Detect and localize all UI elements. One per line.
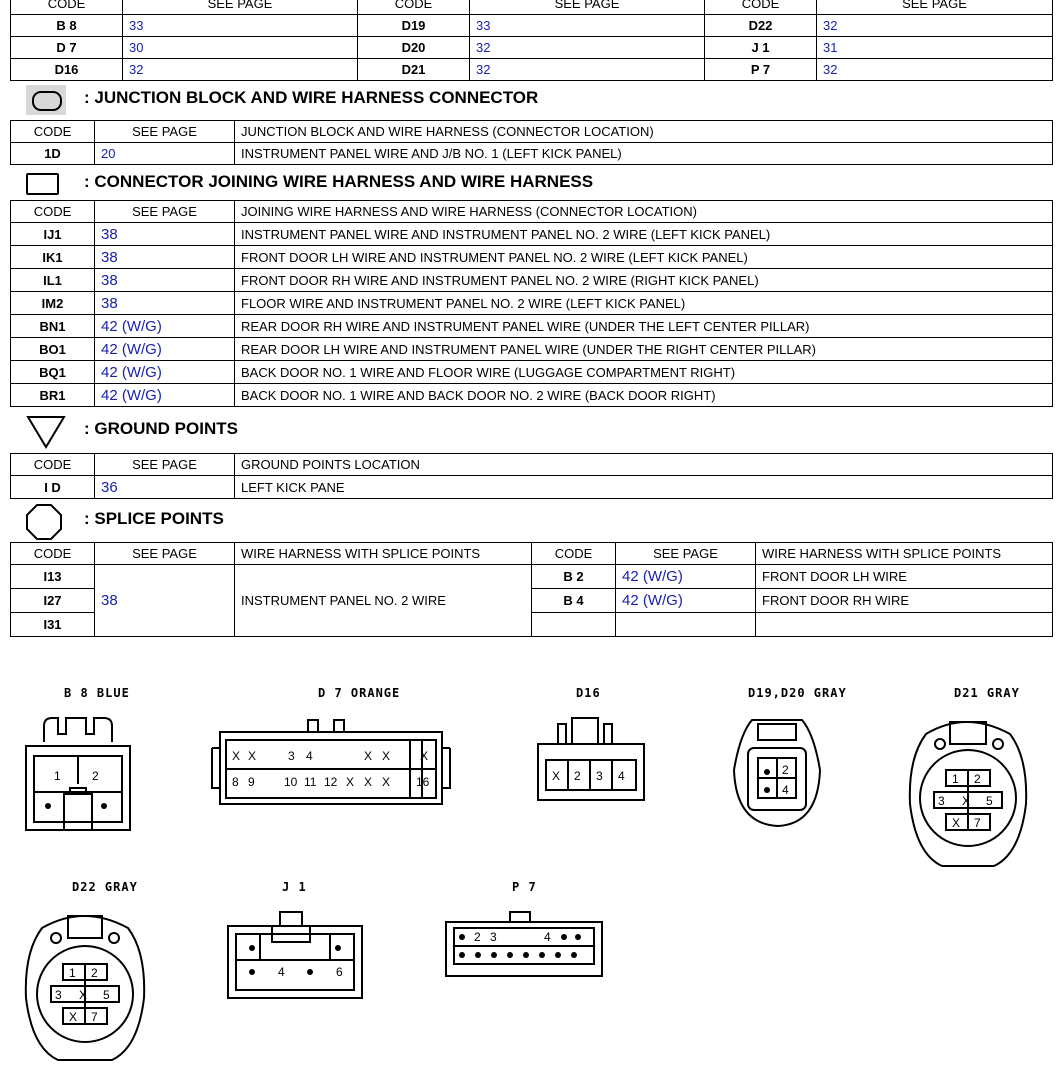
pin-label: 12 bbox=[324, 775, 338, 789]
col-header: SEE PAGE bbox=[95, 454, 235, 476]
col-header: CODE bbox=[11, 0, 123, 15]
connector-label-d21: D21 GRAY bbox=[954, 686, 1020, 700]
col-header: GROUND POINTS LOCATION bbox=[235, 454, 1053, 476]
location-cell: REAR DOOR RH WIRE AND INSTRUMENT PANEL WIRE (UNDER THE LEFT CENTER PILLAR) bbox=[235, 315, 1053, 338]
location-cell: INSTRUMENT PANEL WIRE AND J/B NO. 1 (LEFT KICK PANEL) bbox=[235, 143, 1053, 165]
table-row bbox=[11, 384, 1053, 407]
table-row bbox=[11, 292, 1053, 315]
code-cell: BN1 bbox=[11, 315, 95, 338]
col-header: SEE PAGE bbox=[616, 543, 756, 565]
pin-label: 2 bbox=[974, 772, 981, 786]
code-cell: I27 bbox=[11, 589, 95, 613]
connector-label-d19: D19,D20 GRAY bbox=[748, 686, 847, 700]
rectangle-connector-icon bbox=[26, 173, 59, 195]
page-link[interactable]: 38 bbox=[95, 565, 235, 637]
code-cell: D16 bbox=[11, 59, 123, 81]
junction-title: : JUNCTION BLOCK AND WIRE HARNESS CONNECTOR bbox=[84, 88, 539, 107]
table-row bbox=[11, 143, 1053, 165]
page-link[interactable]: 20 bbox=[95, 143, 235, 165]
location-cell: FRONT DOOR RH WIRE AND INSTRUMENT PANEL NO. 2 WIRE (RIGHT KICK PANEL) bbox=[235, 269, 1053, 292]
page-link[interactable]: 42 (W/G) bbox=[95, 338, 235, 361]
pin-label: 3 bbox=[490, 930, 497, 944]
pin-label: X bbox=[346, 775, 355, 789]
junction-block-icon bbox=[26, 85, 66, 115]
page-link[interactable]: 30 bbox=[123, 37, 358, 59]
code-cell: B 4 bbox=[532, 589, 616, 613]
page-link[interactable]: 38 bbox=[95, 223, 235, 246]
code-cell: BR1 bbox=[11, 384, 95, 407]
pin-label: X bbox=[962, 794, 971, 808]
pin-label: 3 bbox=[288, 749, 295, 763]
location-cell: FRONT DOOR LH WIRE AND INSTRUMENT PANEL NO. 2 WIRE (LEFT KICK PANEL) bbox=[235, 246, 1053, 269]
page-link[interactable]: 38 bbox=[95, 269, 235, 292]
pin-label: X bbox=[364, 775, 373, 789]
table-row bbox=[11, 59, 1053, 81]
joining-table bbox=[10, 200, 1053, 407]
code-cell: IJ1 bbox=[11, 223, 95, 246]
col-header: CODE bbox=[532, 543, 616, 565]
location-cell: BACK DOOR NO. 1 WIRE AND FLOOR WIRE (LUGGAGE COMPARTMENT RIGHT) bbox=[235, 361, 1053, 384]
page-link[interactable]: 33 bbox=[470, 15, 705, 37]
code-cell: I13 bbox=[11, 565, 95, 589]
pin-label: X bbox=[382, 749, 391, 763]
pin-label: 4 bbox=[782, 783, 789, 797]
empty-cell bbox=[532, 613, 616, 637]
pin-label: 7 bbox=[91, 1010, 98, 1024]
pin-label: 4 bbox=[544, 930, 551, 944]
connector-d19-d20-diagram bbox=[728, 714, 826, 832]
splice-table bbox=[10, 542, 1053, 637]
connector-d21-diagram bbox=[906, 714, 1030, 870]
pin-label: X bbox=[364, 749, 373, 763]
connector-label-p7: P 7 bbox=[512, 880, 537, 894]
location-cell: REAR DOOR LH WIRE AND INSTRUMENT PANEL WIRE (UNDER THE RIGHT CENTER PILLAR) bbox=[235, 338, 1053, 361]
top-table bbox=[10, 0, 1053, 81]
table-row bbox=[11, 338, 1053, 361]
page-link[interactable]: 36 bbox=[95, 476, 235, 499]
code-cell: IL1 bbox=[11, 269, 95, 292]
code-cell: IK1 bbox=[11, 246, 95, 269]
table-row bbox=[11, 315, 1053, 338]
code-cell: P 7 bbox=[705, 59, 817, 81]
code-cell: BQ1 bbox=[11, 361, 95, 384]
page-link[interactable]: 38 bbox=[95, 246, 235, 269]
connector-label-j1: J 1 bbox=[282, 880, 307, 894]
col-header: SEE PAGE bbox=[95, 121, 235, 143]
page-link[interactable]: 42 (W/G) bbox=[616, 589, 756, 613]
pin-label: 5 bbox=[986, 794, 993, 808]
col-header: WIRE HARNESS WITH SPLICE POINTS bbox=[756, 543, 1053, 565]
code-cell: BO1 bbox=[11, 338, 95, 361]
page-link[interactable]: 32 bbox=[817, 15, 1053, 37]
pin-label: 1 bbox=[69, 966, 76, 980]
pin-label: 3 bbox=[596, 769, 603, 783]
ground-title: : GROUND POINTS bbox=[84, 419, 238, 438]
code-cell: 1D bbox=[11, 143, 95, 165]
code-cell: D19 bbox=[358, 15, 470, 37]
code-cell: IM2 bbox=[11, 292, 95, 315]
pin-label: 4 bbox=[306, 749, 313, 763]
pin-label: X bbox=[69, 1010, 78, 1024]
col-header: JUNCTION BLOCK AND WIRE HARNESS (CONNECTOR LOCATION) bbox=[235, 121, 1053, 143]
connector-j1-diagram bbox=[226, 908, 366, 1004]
pin-label: X bbox=[420, 749, 429, 763]
wire-cell: FRONT DOOR RH WIRE bbox=[756, 589, 1053, 613]
col-header: CODE bbox=[705, 0, 817, 15]
connector-label-d22: D22 GRAY bbox=[72, 880, 138, 894]
empty-cell bbox=[756, 613, 1053, 637]
connector-b8-diagram bbox=[24, 714, 134, 836]
page-link[interactable]: 32 bbox=[817, 59, 1053, 81]
page-link[interactable]: 33 bbox=[123, 15, 358, 37]
page-link[interactable]: 42 (W/G) bbox=[95, 384, 235, 407]
col-header: CODE bbox=[11, 121, 95, 143]
empty-cell bbox=[616, 613, 756, 637]
col-header: SEE PAGE bbox=[817, 0, 1053, 15]
location-cell: INSTRUMENT PANEL WIRE AND INSTRUMENT PANEL NO. 2 WIRE (LEFT KICK PANEL) bbox=[235, 223, 1053, 246]
pin-label: 7 bbox=[974, 816, 981, 830]
page-link[interactable]: 42 (W/G) bbox=[616, 565, 756, 589]
col-header: SEE PAGE bbox=[95, 201, 235, 223]
table-row bbox=[11, 565, 1053, 589]
code-cell: B 8 bbox=[11, 15, 123, 37]
pin-label: 1 bbox=[54, 769, 61, 783]
table-row bbox=[11, 476, 1053, 499]
table-row bbox=[11, 37, 1053, 59]
code-cell: D20 bbox=[358, 37, 470, 59]
code-cell: D22 bbox=[705, 15, 817, 37]
pin-label: 2 bbox=[474, 930, 481, 944]
col-header: CODE bbox=[11, 201, 95, 223]
connector-d7-diagram bbox=[210, 714, 452, 812]
connector-d16-diagram bbox=[532, 714, 650, 806]
table-row bbox=[11, 361, 1053, 384]
col-header: WIRE HARNESS WITH SPLICE POINTS bbox=[235, 543, 532, 565]
pin-label: 10 bbox=[284, 775, 298, 789]
code-cell: D 7 bbox=[11, 37, 123, 59]
col-header: SEE PAGE bbox=[95, 543, 235, 565]
pin-label: X bbox=[248, 749, 257, 763]
col-header: JOINING WIRE HARNESS AND WIRE HARNESS (CONNECTOR LOCATION) bbox=[235, 201, 1053, 223]
col-header: CODE bbox=[358, 0, 470, 15]
pin-label: 1 bbox=[952, 772, 959, 786]
connector-label-d7: D 7 ORANGE bbox=[318, 686, 401, 700]
col-header: CODE bbox=[11, 543, 95, 565]
pin-label: 3 bbox=[938, 794, 945, 808]
code-cell: I31 bbox=[11, 613, 95, 637]
col-header: SEE PAGE bbox=[470, 0, 705, 15]
pin-label: 4 bbox=[618, 769, 625, 783]
pin-label: 2 bbox=[91, 966, 98, 980]
connector-label-d16: D16 bbox=[576, 686, 601, 700]
page-link[interactable]: 32 bbox=[470, 59, 705, 81]
pin-label: X bbox=[232, 749, 241, 763]
page-link[interactable]: 31 bbox=[817, 37, 1053, 59]
junction-table bbox=[10, 120, 1053, 165]
splice-octagon-icon bbox=[25, 503, 63, 541]
code-cell: J 1 bbox=[705, 37, 817, 59]
col-header: SEE PAGE bbox=[123, 0, 358, 15]
location-cell: BACK DOOR NO. 1 WIRE AND BACK DOOR NO. 2 WIRE (BACK DOOR RIGHT) bbox=[235, 384, 1053, 407]
page-link[interactable]: 32 bbox=[123, 59, 358, 81]
pin-label: 11 bbox=[304, 775, 317, 789]
pin-label: 8 bbox=[232, 775, 239, 789]
pin-label: 4 bbox=[278, 965, 285, 979]
page-link[interactable]: 42 (W/G) bbox=[95, 361, 235, 384]
page-link[interactable]: 42 (W/G) bbox=[95, 315, 235, 338]
code-cell: B 2 bbox=[532, 565, 616, 589]
location-cell: LEFT KICK PANE bbox=[235, 476, 1053, 499]
pin-label: 3 bbox=[55, 988, 62, 1002]
pin-label: 2 bbox=[574, 769, 581, 783]
pin-label: 2 bbox=[782, 763, 789, 777]
pin-label: 2 bbox=[92, 769, 99, 783]
page-link[interactable]: 32 bbox=[470, 37, 705, 59]
ground-table bbox=[10, 453, 1053, 499]
pin-label: X bbox=[382, 775, 391, 789]
pin-label: X bbox=[952, 816, 961, 830]
ground-triangle-icon bbox=[26, 415, 66, 449]
code-cell: D21 bbox=[358, 59, 470, 81]
pin-label: 9 bbox=[248, 775, 255, 789]
table-row bbox=[11, 246, 1053, 269]
wire-cell: INSTRUMENT PANEL NO. 2 WIRE bbox=[235, 565, 532, 637]
table-row bbox=[11, 15, 1053, 37]
table-row bbox=[11, 269, 1053, 292]
col-header: CODE bbox=[11, 454, 95, 476]
pin-label: 6 bbox=[336, 965, 343, 979]
splice-title: : SPLICE POINTS bbox=[84, 509, 224, 528]
joining-title: : CONNECTOR JOINING WIRE HARNESS AND WIRE HARNESS bbox=[84, 172, 594, 191]
wire-cell: FRONT DOOR LH WIRE bbox=[756, 565, 1053, 589]
location-cell: FLOOR WIRE AND INSTRUMENT PANEL NO. 2 WIRE (LEFT KICK PANEL) bbox=[235, 292, 1053, 315]
connector-p7-diagram bbox=[444, 908, 606, 982]
pin-label: 5 bbox=[103, 988, 110, 1002]
connector-label-b8: B 8 BLUE bbox=[64, 686, 130, 700]
pin-label: 16 bbox=[416, 775, 430, 789]
code-cell: I D bbox=[11, 476, 95, 499]
connector-d22-diagram bbox=[22, 908, 148, 1064]
table-row bbox=[11, 223, 1053, 246]
pin-label: X bbox=[552, 769, 561, 783]
page-link[interactable]: 38 bbox=[95, 292, 235, 315]
pin-label: X bbox=[79, 988, 88, 1002]
